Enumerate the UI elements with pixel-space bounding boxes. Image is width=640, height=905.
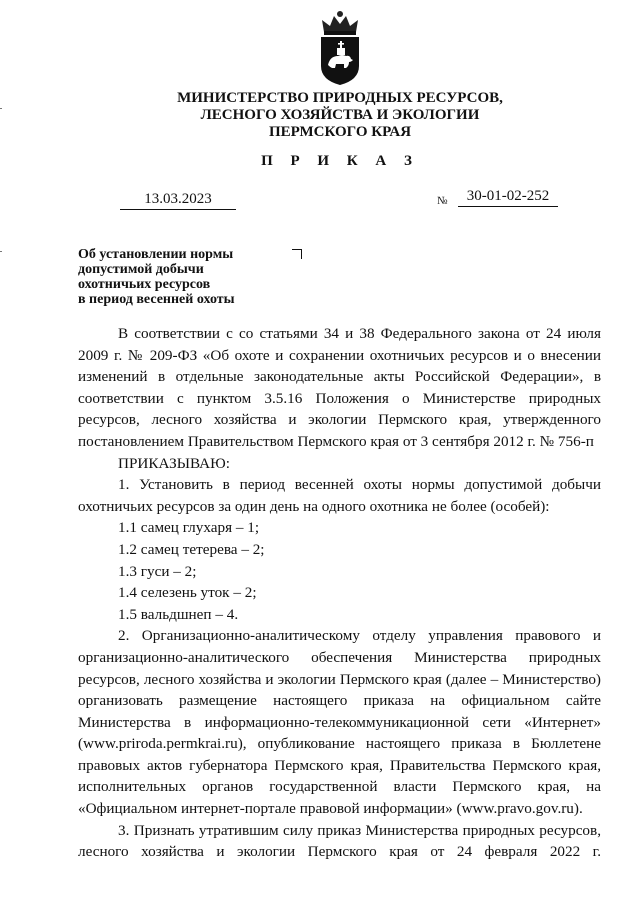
list-item: 1.1 самец глухаря – 1;	[118, 519, 260, 537]
paragraph-3: 3. Признать утратившим силу приказ Министерства природных ресурсов, лесного хозяйства и экологии Пермского края от 24 февраля 2022 г.	[78, 821, 601, 861]
list-item: 1.3 гуси – 2;	[118, 562, 197, 580]
paragraph-1: 1. Установить в период весенней охоты нормы допустимой добычи охотничьих ресурсов за один день на одного охотника не более (особей):	[78, 476, 601, 515]
margin-mark	[0, 108, 2, 109]
org-line: ПЕРМСКОГО КРАЯ	[268, 124, 412, 140]
list-item: 1.5 вальдшнеп – 4.	[118, 605, 239, 623]
intro-paragraph: В соответствии с со статьями 34 и 38 Федерального закона от 24 июля 2009 г. № 209-ФЗ «Об охоте и сохранении охотничьих ресурсов и о внесении изменений в отдельные законодательные акты Российской Федерации», в соответствии с пунктом 3.5.16 Положения о Министерстве природных ресурсов, лесного хозяйства и экологии Пермского края, утвержденного постановлением Правительством Пермского края от 3 сентября 2012 г. № 756-п	[78, 325, 601, 450]
margin-mark	[0, 251, 2, 252]
order-word: ПРИКАЗЫВАЮ:	[118, 454, 230, 472]
subject-line: в период весенней охоты	[78, 292, 235, 307]
number-sign: №	[437, 195, 448, 207]
document-type: П Р И К А З	[261, 153, 419, 169]
org-line: ЛЕСНОГО ХОЗЯЙСТВА И ЭКОЛОГИИ	[200, 107, 480, 123]
subject-line: охотничьих ресурсов	[78, 277, 211, 292]
subject-corner-mark	[292, 249, 302, 259]
org-line: МИНИСТЕРСТВО ПРИРОДНЫХ РЕСУРСОВ,	[177, 90, 503, 106]
paragraph-2: 2. Организационно-аналитическому отделу управления правового и организационно-аналитического обеспечения Министерства природных ресурсов, лесного хозяйства и экологии Пермского края (далее – Министерство) организовать размещение настоящего приказа на официальном сайте Министерства в информационно-телекоммуникационной сети «Интернет» (www.priroda.permkrai.ru), опубликование настоящего приказа в Бюллетене правовых актов губернатора Пермского края, Правительства Пермского края, исполнительных органов государственной власти Пермского края, на «Официальном интернет-портале правовой информации» (www.pravo.gov.ru).	[78, 627, 601, 818]
list-item: 1.4 селезень уток – 2;	[118, 584, 257, 602]
subject-line: допустимой добычи	[78, 262, 204, 277]
document-subject	[78, 247, 235, 307]
document-date: 13.03.2023	[120, 191, 236, 210]
list-item: 1.2 самец тетерева – 2;	[118, 540, 265, 558]
document-body	[78, 323, 601, 863]
document-number: 30-01-02-252	[458, 188, 558, 207]
subject-line: Об установлении нормы	[78, 247, 234, 262]
perm-krai-coat-of-arms-icon	[316, 10, 364, 86]
organization-name	[140, 90, 540, 141]
